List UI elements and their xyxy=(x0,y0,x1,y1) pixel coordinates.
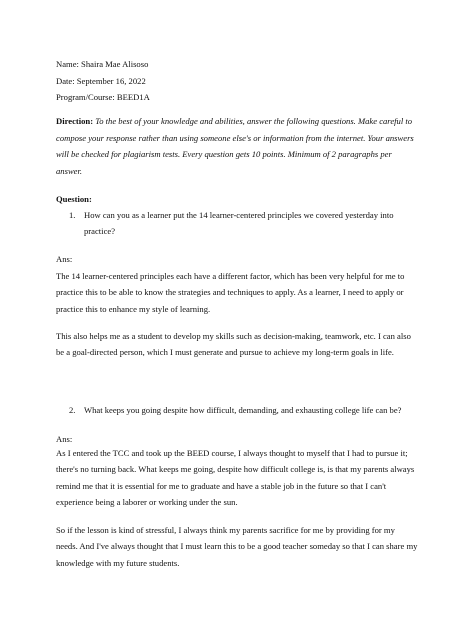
student-name: Name: Shaira Mae Alisoso xyxy=(56,59,149,69)
question-number: 1. xyxy=(69,210,76,220)
answer-paragraph: This also helps me as a student to develop my skills such as decision-making, teamwork, etc. I can also be a goal-directed person, which I must generate and pursue to achieve my long-term goals in life. xyxy=(56,331,411,358)
question-heading: Question: xyxy=(56,194,92,204)
student-info xyxy=(56,56,150,106)
answer-paragraph: So if the lesson is kind of stressful, I always think my parents sacrifice for me by providing for my needs. And I've always thought that I must learn this to be a good teacher someday so that I can share my knowledge with my future students. xyxy=(56,525,418,568)
question-item xyxy=(69,403,409,419)
answer-paragraph: As I entered the TCC and took up the BEED course, I always thought to myself that I had to pursue it; there's no turning back. What keeps me going, despite how difficult college is, is that my parents always remind me that it is essential for me to graduate and have a stable job in the future so that I can't experience being a laborer or working under the sun. xyxy=(56,448,415,508)
answer-label: Ans: xyxy=(56,254,73,264)
question-text: What keeps you going despite how difficult, demanding, and exhausting college life can be? xyxy=(84,405,402,415)
direction-block xyxy=(56,113,416,179)
program-course: Program/Course: BEED1A xyxy=(56,92,150,102)
submission-date: Date: September 16, 2022 xyxy=(56,75,146,86)
answer-label: Ans: xyxy=(56,434,73,444)
direction-text: To the best of your knowledge and abilities, answer the following questions. Make careful to compose your response rather than using someone else's or information from the internet. Your answers will be checked for plagiarism tests. Every question gets 10 points. Minimum of 2 paragraphs per answer. xyxy=(56,116,414,176)
direction-label: Direction: xyxy=(56,116,94,126)
answer-paragraph: The 14 learner-centered principles each have a different factor, which has been very helpful for me to practice this to be able to know the strategies and techniques to apply. As a learner, I need to apply or practice this to enhance my style of learning. xyxy=(56,271,405,314)
question-item xyxy=(69,208,409,239)
question-number: 2. xyxy=(69,405,76,415)
question-text: How can you as a learner put the 14 learner-centered principles we covered yesterday into practice? xyxy=(84,210,394,236)
